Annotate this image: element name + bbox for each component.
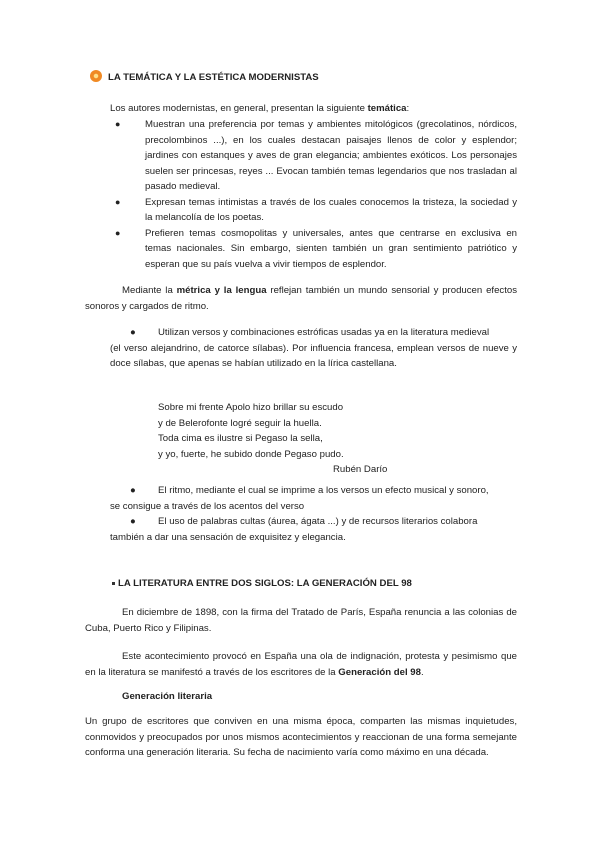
- intro-text: Los autores modernistas, en general, presentan la siguiente: [110, 103, 368, 114]
- list-item: [110, 483, 517, 514]
- intro-suffix: :: [406, 103, 410, 114]
- section-heading-generacion-98: [118, 576, 412, 592]
- metrica-text: Mediante la: [122, 285, 177, 296]
- list-item-text: Muestran una preferencia por temas y ambientes mitológicos (grecolatinos, nórdicos, precolombinos ...), en los cuales destacan paisajes llenos de color y esplendor; jardines con estanques y aves de gran elegancia; ambientes exóticos. Los personajes suelen ser princesas, reyes ... Evocan también temas legendarios que nos trasladan al pasado medieval.: [145, 119, 517, 192]
- list-item: [115, 226, 517, 273]
- subheading-generacion-literaria: Generación literaria: [122, 691, 213, 702]
- heading-text: LA LITERATURA ENTRE DOS SIGLOS: LA GENERACIÓN DEL 98: [118, 578, 412, 589]
- ritmo-text: El ritmo, mediante el cual se imprime a los versos un efecto musical y sonoro,: [158, 485, 489, 496]
- bullet-dot-icon: ●: [115, 119, 121, 129]
- metrica-text-rest: reflejan también un mundo sensorial y producen efectos sonoros y cargados de ritmo.: [85, 285, 518, 312]
- paragraph-definicion: Un grupo de escritores que conviven en una misma época, comparten las mismas inquietudes, conmovidos y preocupados por unos mismos acontecimientos y reaccionan de una forma semejante conforma una generación literaria. Su fecha de nacimiento varía como máximo en una década.: [85, 716, 517, 758]
- bullet-dot-icon: ●: [130, 516, 136, 527]
- estetica-bullets: [110, 483, 517, 545]
- flower-bullet-icon: [90, 70, 102, 82]
- cultas-text-rest: también a dar una sensación de exquisitez y elegancia.: [110, 531, 346, 543]
- acont-bold: Generación del 98: [338, 666, 421, 678]
- square-bullet-icon: [112, 582, 115, 585]
- poem-line: Sobre mi frente Apolo hizo brillar su escudo: [158, 402, 344, 413]
- metrica-paragraph: [85, 283, 517, 314]
- cultas-text: El uso de palabras cultas (áurea, ágata ...) y de recursos literarios colabora: [158, 516, 478, 527]
- versos-text-rest: (el verso alejandrino, de catorce sílabas). Por influencia francesa, emplean versos de nueve y doce sílabas, que apenas se habían utilizado en la lírica castellana.: [110, 342, 517, 369]
- poem-line: Toda cima es ilustre si Pegaso la sella,: [158, 433, 323, 444]
- versos-text: Utilizan versos y combinaciones estróficas usadas ya en la literatura medieval: [158, 327, 490, 338]
- poem-line: y yo, fuerte, he subido donde Pegaso pudo.: [158, 448, 344, 460]
- heading-text: LA TEMÁTICA Y LA ESTÉTICA MODERNISTAS: [108, 72, 319, 83]
- bullet-dot-icon: ●: [115, 227, 121, 238]
- list-item: [110, 514, 517, 545]
- bullet-dot-icon: ●: [130, 327, 136, 338]
- acont-suffix: .: [420, 666, 424, 678]
- acont-text: Este acontecimiento provocó en España una ola de indignación, protesta y pesimismo que en la literatura se manifestó a través de los escritores de la: [85, 651, 517, 678]
- intro-paragraph: [110, 101, 520, 117]
- bullet-dot-icon: ●: [115, 196, 121, 207]
- section-heading-modernismo: [90, 70, 319, 86]
- metrica-bold: métrica y la lengua: [176, 285, 267, 296]
- poem-quote: [158, 400, 408, 478]
- list-item-text: Expresan temas intimistas a través de los cuales conocemos la tristeza, la sociedad y la melancolía de los poetas.: [145, 196, 517, 223]
- intro-bold: temática: [367, 103, 407, 114]
- paragraph-1898: En diciembre de 1898, con la firma del Tratado de París, España renuncia a las colonias de Cuba, Puerto Rico y Filipinas.: [85, 607, 517, 634]
- list-item: [115, 195, 517, 226]
- list-item: [115, 117, 517, 195]
- poem-author: Rubén Darío: [333, 464, 388, 475]
- ritmo-text-rest: se consigue a través de los acentos del verso: [110, 500, 305, 512]
- list-item-text: Prefieren temas cosmopolitas y universales, antes que centrarse en exclusiva en temas nacionales. Sin embargo, sienten también un gran sentimiento patriótico y esperan que su país vuelva a vivir tiempos de esplendor.: [145, 227, 517, 270]
- bullet-dot-icon: ●: [130, 485, 136, 496]
- versos-bullet: [110, 325, 517, 372]
- poem-line: y de Belerofonte logré seguir la huella.: [158, 417, 322, 429]
- themes-list: [115, 117, 517, 272]
- paragraph-acontecimiento: [85, 649, 517, 680]
